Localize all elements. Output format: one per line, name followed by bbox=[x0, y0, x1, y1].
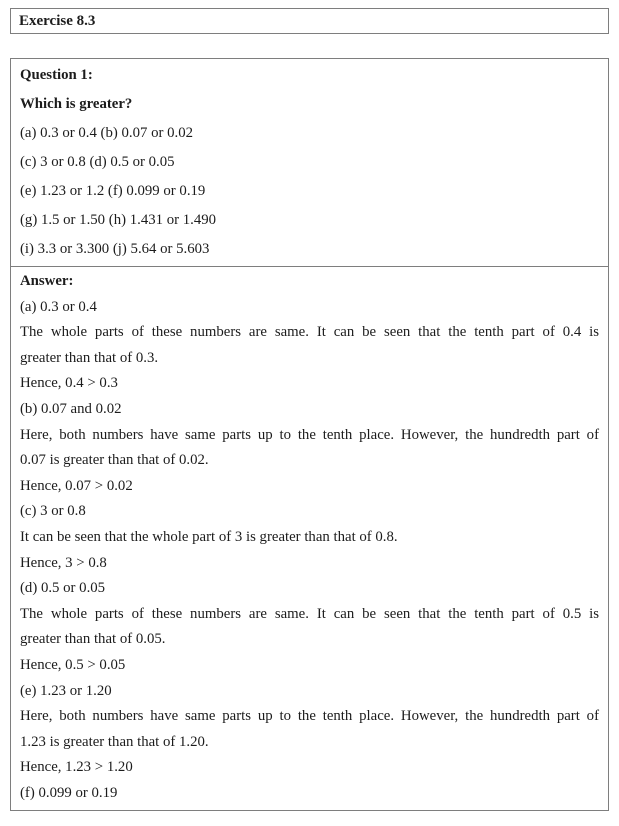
question-part-line: (e) 1.23 or 1.2 (f) 0.099 or 0.19 bbox=[20, 183, 206, 199]
answer-line: 1.23 is greater than that of 1.20. bbox=[20, 733, 209, 750]
question-part-line: (i) 3.3 or 3.300 (j) 5.64 or 5.603 bbox=[20, 241, 210, 257]
question-part-line: (g) 1.5 or 1.50 (h) 1.431 or 1.490 bbox=[20, 212, 217, 228]
answer-line: 0.07 is greater than that of 0.02. bbox=[20, 452, 209, 469]
answer-lines-list bbox=[20, 295, 599, 807]
answer-line: (f) 0.099 or 0.19 bbox=[20, 784, 118, 801]
question-section bbox=[11, 59, 608, 266]
question-prompt: Which is greater? bbox=[20, 96, 133, 112]
answer-line: Here, both numbers have same parts up to the tenth place. However, the hundredth part of bbox=[20, 708, 599, 725]
answer-line: (b) 0.07 and 0.02 bbox=[20, 400, 122, 417]
answer-line: The whole parts of these numbers are same. It can be seen that the tenth part of 0.4 is bbox=[20, 324, 599, 341]
question-parts-list bbox=[20, 119, 599, 264]
answer-line: The whole parts of these numbers are same. It can be seen that the tenth part of 0.5 is bbox=[20, 605, 599, 622]
answer-label: Answer: bbox=[20, 273, 74, 289]
question-answer-box bbox=[10, 58, 609, 811]
answer-line: greater than that of 0.05. bbox=[20, 631, 166, 648]
answer-line: Hence, 0.4 > 0.3 bbox=[20, 375, 118, 392]
answer-line: (a) 0.3 or 0.4 bbox=[20, 298, 97, 315]
answer-line: Hence, 0.07 > 0.02 bbox=[20, 477, 133, 494]
question-part-line: (a) 0.3 or 0.4 (b) 0.07 or 0.02 bbox=[20, 125, 194, 141]
question-label: Question 1: bbox=[20, 67, 93, 83]
answer-line: Here, both numbers have same parts up to the tenth place. However, the hundredth part of bbox=[20, 426, 599, 443]
answer-line: (d) 0.5 or 0.05 bbox=[20, 580, 106, 597]
answer-line: Hence, 1.23 > 1.20 bbox=[20, 759, 133, 776]
answer-line: Hence, 0.5 > 0.05 bbox=[20, 656, 126, 673]
answer-line: It can be seen that the whole part of 3 is greater than that of 0.8. bbox=[20, 528, 398, 545]
exercise-title: Exercise 8.3 bbox=[19, 12, 96, 29]
exercise-header-box bbox=[10, 8, 609, 34]
answer-line: greater than that of 0.3. bbox=[20, 349, 159, 366]
answer-line: (c) 3 or 0.8 bbox=[20, 503, 86, 520]
answer-section bbox=[11, 266, 608, 806]
question-part-line: (c) 3 or 0.8 (d) 0.5 or 0.05 bbox=[20, 154, 175, 170]
answer-line: (e) 1.23 or 1.20 bbox=[20, 682, 112, 699]
answer-line: Hence, 3 > 0.8 bbox=[20, 554, 107, 571]
